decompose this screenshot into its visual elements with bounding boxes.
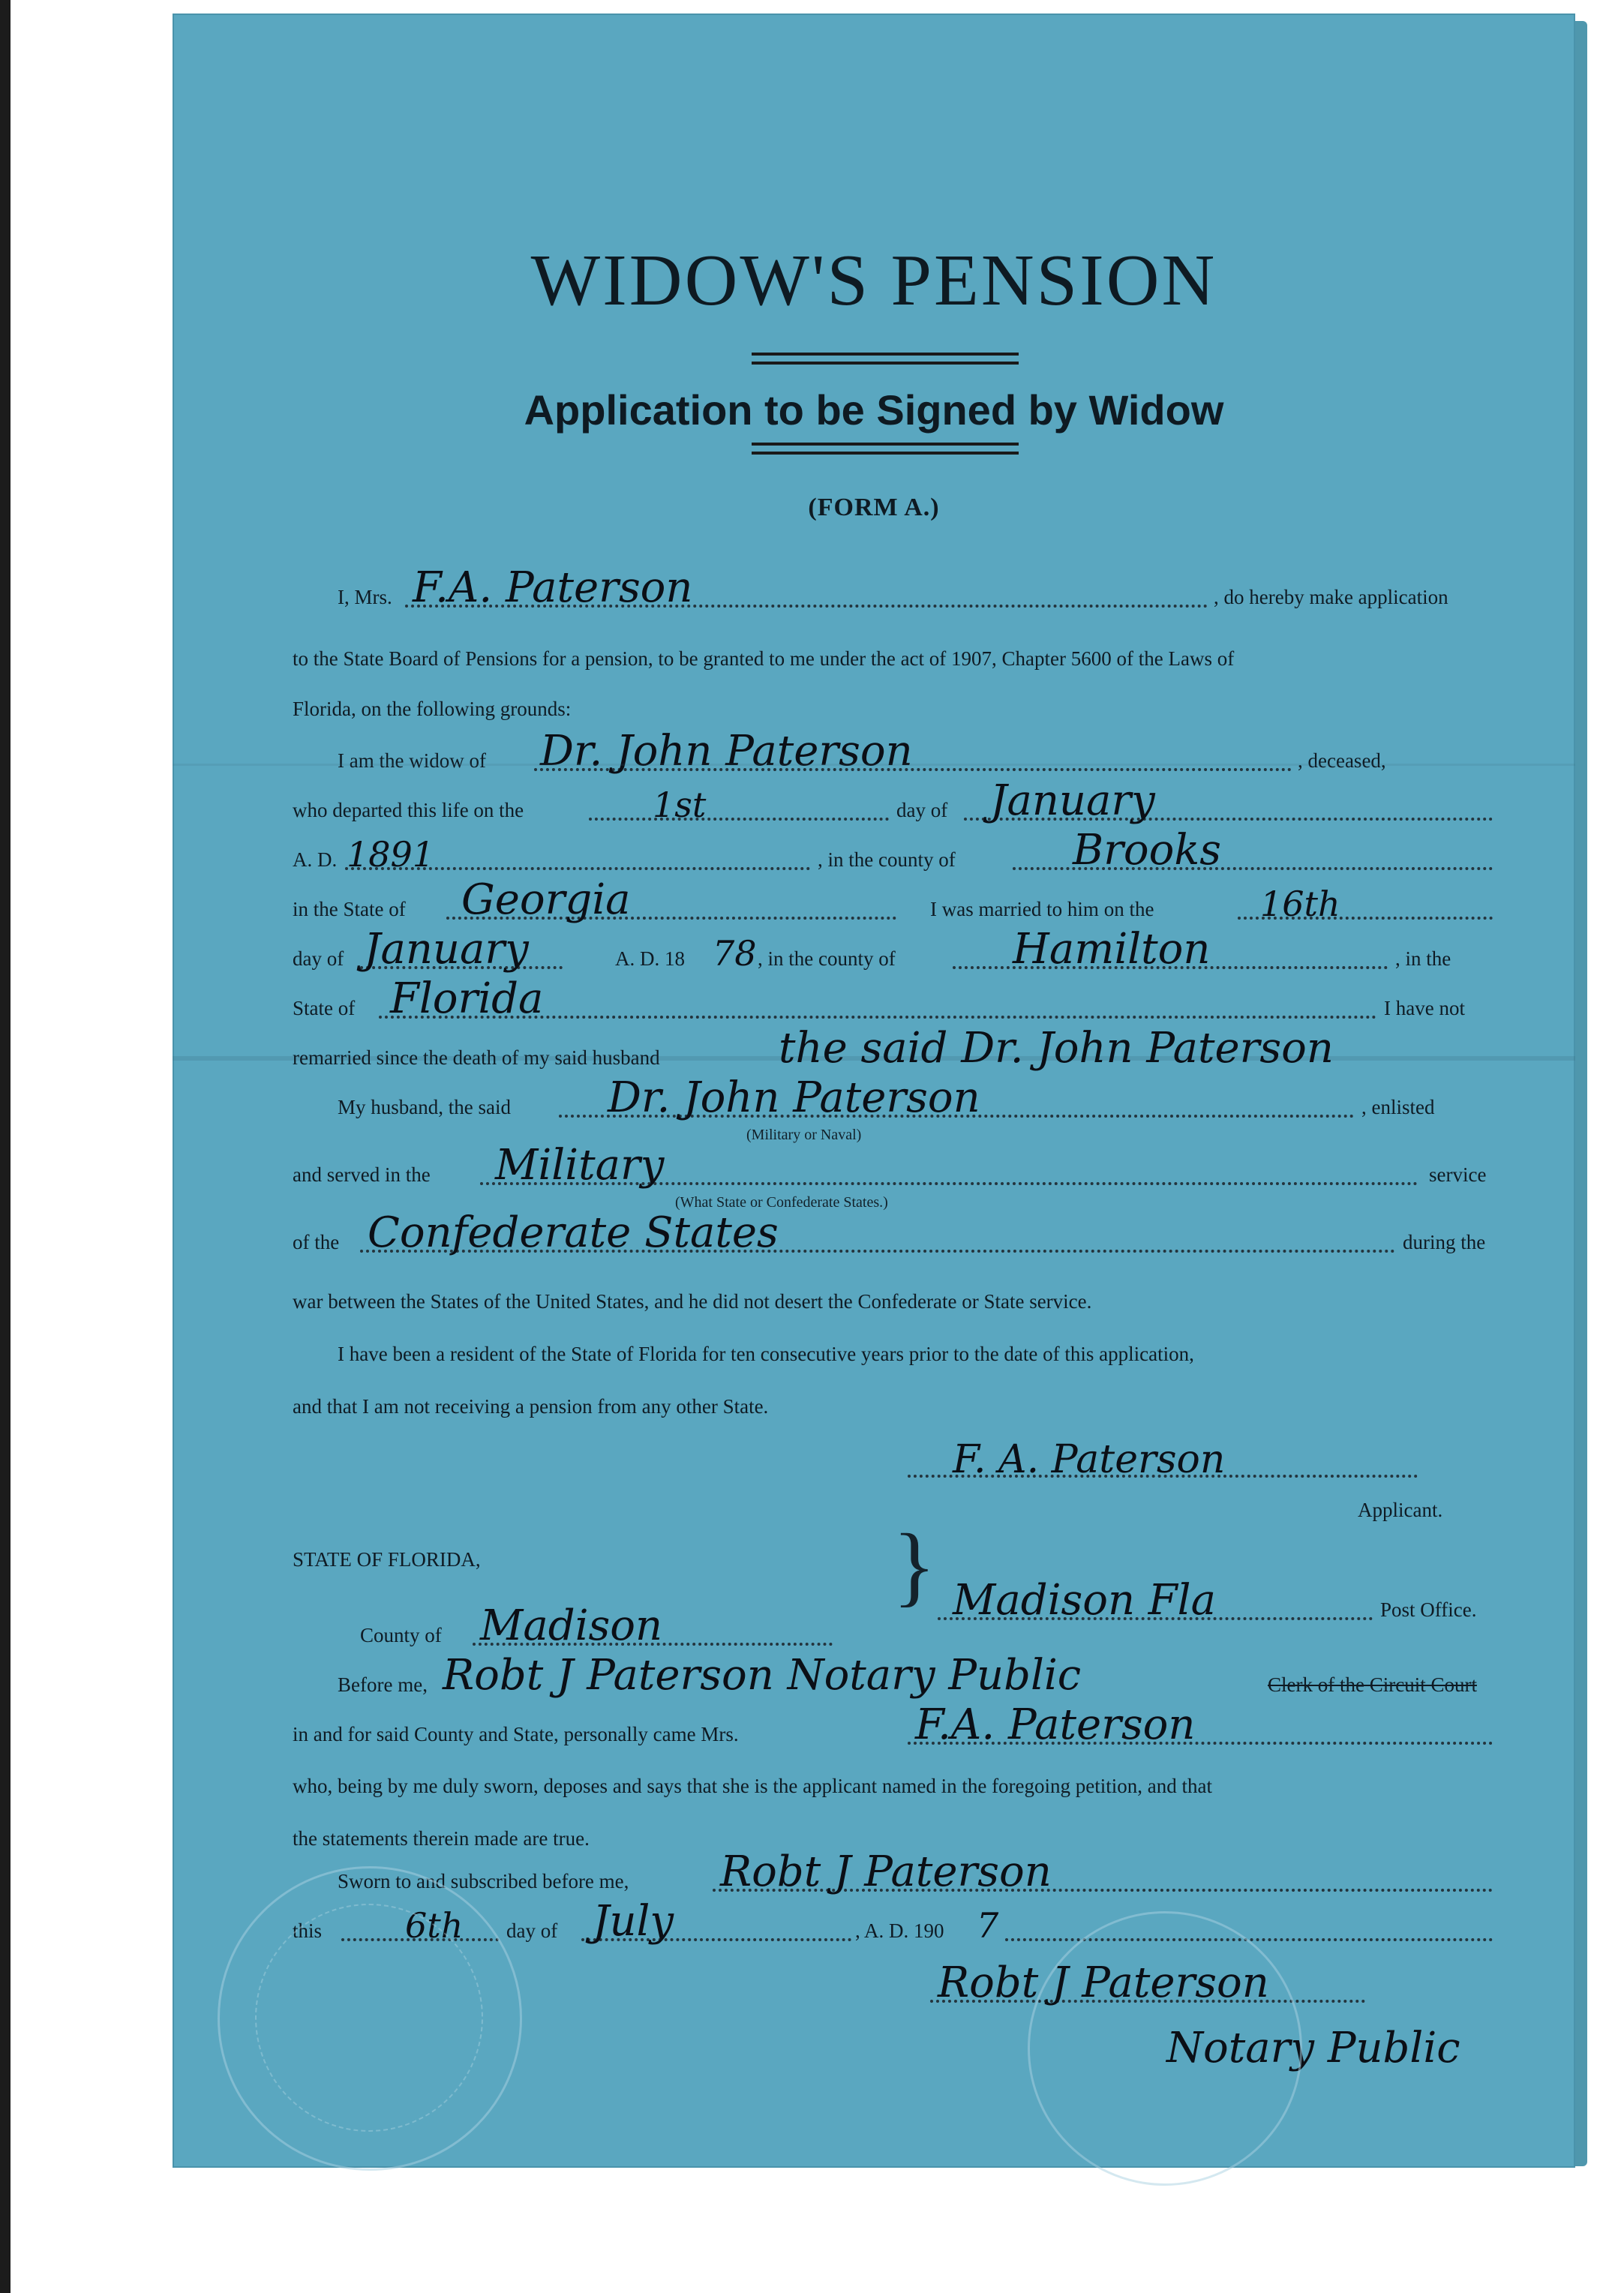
subscribed-handwriting: Robt J Paterson [720,1847,1052,1896]
form-label: (FORM A.) [808,494,940,521]
death-month-handwriting: January [990,776,1155,825]
sworn-month-handwriting: July [593,1897,674,1946]
widow-of-label: I am the widow of [338,749,486,772]
this-label: this [293,1919,323,1942]
marriage-month-handwriting: January [364,925,529,974]
state-or-confederate-note: (What State or Confederate States.) [675,1194,888,1211]
marriage-state-handwriting: Florida [390,974,544,1023]
not-remarried-label: I have not [1384,997,1465,1019]
county-label: , in the county of [758,947,896,970]
page-subtitle: Application to be Signed by Widow [524,386,1224,434]
death-day-handwriting: 1st [653,785,707,825]
death-day-field[interactable] [589,818,889,821]
state-served-handwriting: Confederate States [368,1208,779,1257]
official-title-handwriting: Notary Public [1166,2024,1460,2072]
statements-true-text: the statements therein made are true. [293,1827,590,1850]
widow-of-line [293,727,1493,779]
sworn-year-handwriting: 7 [977,1905,999,1946]
page-title: WIDOW'S PENSION [530,240,1217,321]
state-of-florida-label: STATE OF FLORIDA, [293,1548,481,1571]
county-of-line [293,1601,1493,1653]
subtitle-rule-bottom [752,452,1019,455]
county-handwriting: Madison [480,1601,663,1650]
remarried-line [293,1024,1493,1076]
embossed-seal-right [1028,1911,1302,2186]
act-text: to the State Board of Pensions for a pension, to be granted to me under the act of 1907, Chapter 5600 of the Laws of [293,647,1235,670]
application-label: , do hereby make application [1214,586,1448,608]
remarried-label: remarried since the death of my said husband [293,1046,660,1069]
subscribed-line [293,1847,1493,1899]
death-year-line [293,826,1493,878]
title-rule-top [752,353,1019,356]
husband-enlisted-handwriting: Dr. John Paterson [608,1073,980,1122]
military-or-naval-note: (Military or Naval) [746,1127,862,1143]
applicant-name-line [293,563,1493,615]
before-me-handwriting: Robt J Paterson Notary Public [443,1651,1082,1700]
personally-came-label: in and for said County and State, personally came Mrs. [293,1723,739,1745]
death-state-line [293,875,1493,927]
ad-label: , A. D. 190 [855,1919,944,1942]
subtitle-rule-top [752,443,1019,446]
death-county-handwriting: Brooks [1073,826,1222,875]
mrs-label: I, Mrs. [338,586,392,608]
death-date-line [293,776,1493,828]
marriage-date-line [293,925,1493,977]
confederate-line [293,1208,1493,1260]
post-office-label: Post Office. [1380,1598,1477,1621]
service-line [293,1141,1493,1193]
husband-enlisted-line [293,1073,1493,1125]
clerk-struck-label: Clerk of the Circuit Court [1268,1673,1477,1696]
day-of-label: day of [506,1919,558,1942]
applicant-signature: F. A. Paterson [953,1437,1226,1482]
before-me-label: Before me, [338,1673,428,1696]
pension-form-sheet [173,14,1575,2168]
served-label: and served in the [293,1163,431,1186]
post-office-handwriting: Madison Fla [953,1576,1216,1625]
death-state-handwriting: Georgia [461,875,631,924]
applicant-signature-line [908,1439,1433,1485]
deceased-label: , deceased, [1298,749,1386,772]
state-of-label: State of [293,997,356,1019]
service-label: service [1429,1163,1487,1186]
marriage-state-line [293,974,1493,1026]
county-label: , in the county of [818,848,956,871]
marriage-day-handwriting: 16th [1260,884,1340,924]
sworn-text: who, being by me duly sworn, deposes and says that she is the applicant named in the foregoing petition, and that [293,1775,1212,1797]
subscribed-label: Sworn to and subscribed before me, [338,1870,629,1892]
personally-came-line [293,1700,1493,1752]
brace: } [893,1515,936,1615]
service-branch-handwriting: Military [495,1141,665,1190]
in-the-label: , in the [1395,947,1451,970]
desertion-text: war between the States of the United States, and he did not desert the Confederate or State service. [293,1290,1092,1313]
no-other-pension-text: and that I am not receiving a pension from any other State. [293,1395,769,1418]
affiant-name-handwriting: F.A. Paterson [915,1700,1196,1749]
departed-label: who departed this life on the [293,799,524,821]
scan-edge [0,0,11,2293]
before-me-line [293,1651,1493,1703]
applicant-label: Applicant. [1358,1499,1443,1521]
grounds-text: Florida, on the following grounds: [293,698,572,720]
sworn-day-handwriting: 6th [405,1905,464,1946]
of-the-label: of the [293,1231,340,1253]
marriage-county-handwriting: Hamilton [1013,925,1211,974]
day-of-label: day of [293,947,344,970]
day-of-label: day of [896,799,948,821]
enlisted-label: , enlisted [1361,1096,1435,1118]
official-signature: Robt J Paterson [938,1958,1269,2007]
county-of-label: County of [360,1624,442,1646]
during-the-label: during the [1403,1231,1486,1253]
embossed-seal-inner [255,1904,483,2132]
ad-label: A. D. [293,848,338,871]
title-rule-bottom [752,362,1019,365]
married-label: I was married to him on the [930,898,1154,920]
remarried-handwriting: the said Dr. John Paterson [779,1024,1334,1073]
state-label: in the State of [293,898,406,920]
ad-label: A. D. 18 [615,947,685,970]
husband-label: My husband, the said [338,1096,511,1118]
death-year-handwriting: 1891 [347,834,435,875]
husband-name-handwriting: Dr. John Paterson [540,727,913,776]
residency-text: I have been a resident of the State of Florida for ten consecutive years prior to the date of this application, [338,1343,1194,1365]
applicant-name-handwriting: F.A. Paterson [413,563,693,612]
marriage-year-handwriting: 78 [713,933,757,974]
